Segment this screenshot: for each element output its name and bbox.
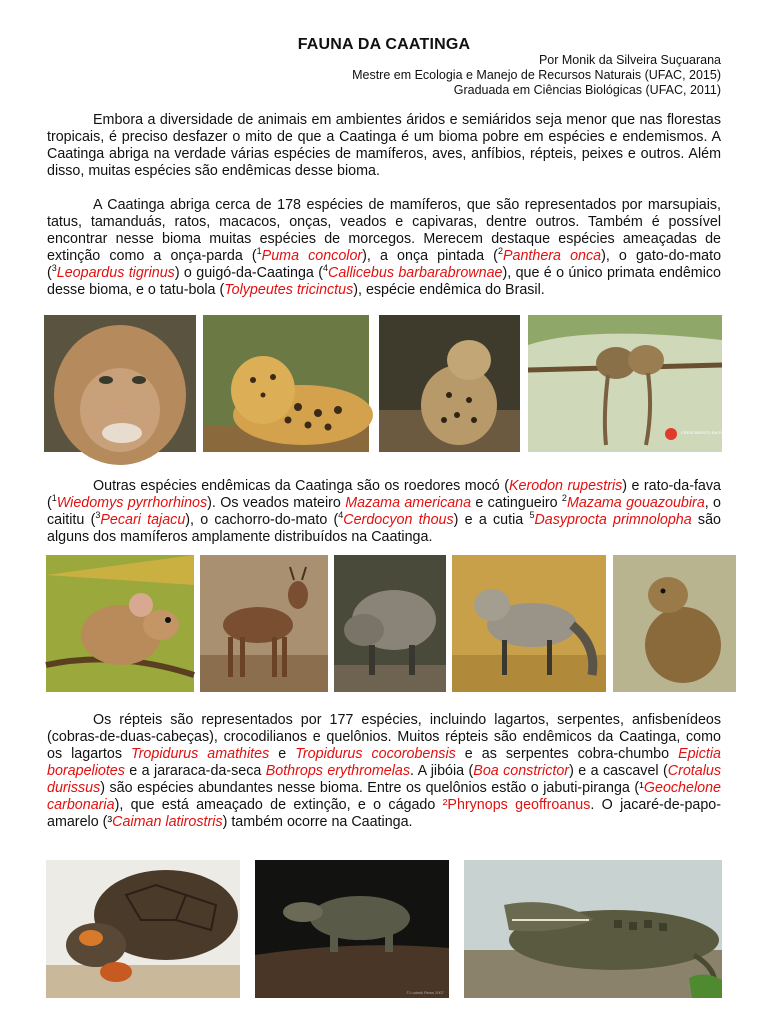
species-dasyprocta: Dasyprocta primnolopha [534, 512, 692, 528]
photo-tortoise [46, 860, 240, 998]
photo-titi-monkey [528, 315, 731, 452]
photo-crab-eating-fox [452, 555, 606, 692]
author-block [352, 53, 721, 98]
photo-credit: © Ludwik Reiss 2007 [406, 990, 444, 995]
species-kerodon: Kerodon rupestris [508, 478, 623, 494]
species-crotalus: Crotalus durissus [47, 763, 722, 796]
species-bothrops: Bothrops erythromelas [265, 763, 410, 779]
species-tropidurus-cocorobensis: Tropidurus cocorobensis [295, 746, 456, 762]
photo-rat [46, 555, 194, 692]
species-wiedomys: Wiedomys pyrrhorhinos [56, 495, 208, 511]
species-callicebus: Callicebus barbarabrownae [328, 265, 503, 281]
species-phrynops: ²Phrynops geoffroanus [442, 797, 591, 813]
photo-puma [44, 315, 196, 452]
species-tolypeutes: Tolypeutes tricinctus [224, 282, 354, 298]
species-mazama-americana: Mazama americana [345, 495, 472, 511]
photo-agouti [613, 555, 736, 692]
photo-peccary [334, 555, 446, 692]
species-caiman: Caiman latirostris [112, 814, 223, 830]
document-title: FAUNA DA CAATINGA [297, 36, 471, 53]
paragraph-intro: Embora a diversidade de animais em ambientes áridos e semiáridos seja menor que nas florestas tropicais, é preciso desfazer o mito de que a Caatinga é um bioma pobre em espécies e endemismos. A Caatinga abriga na verdade várias espécies de mamíferos, aves, anfíbios, répteis, peixes e outros. Além disso, muitas espécies são endêmicas desse bioma. [47, 112, 721, 179]
photo-watermark-badge: CRESCIMENTO EM FOCO [681, 430, 731, 435]
photo-side-necked-turtle [255, 860, 449, 998]
photo-ocelot [379, 315, 520, 452]
species-geochelone: Geochelone carbonaria [47, 780, 721, 813]
species-tropidurus-amathites: Tropidurus amathites [130, 746, 270, 762]
species-pecari: Pecari tajacu [100, 512, 186, 528]
photo-caiman [464, 860, 722, 998]
species-boa: Boa constrictor [473, 763, 570, 779]
species-epictia: Epictia borapeliotes [47, 746, 721, 779]
species-mazama-gouazoubira: Mazama gouazoubira [566, 495, 705, 511]
photo-jaguar [203, 315, 369, 452]
species-cerdocyon: Cerdocyon thous [343, 512, 454, 528]
author-degree-graduate: Graduada em Ciências Biológicas (UFAC, 2011) [453, 83, 721, 97]
paragraph-endemic-mammals: Outras espécies endêmicas da Caatinga são os roedores mocó (Kerodon rupestris) e rato-da-fava ($^1$Wiedomys pyrrhorhinos). Os veados mateiro Mazama americana e catingueiro $^2$Mazama gouazoubira, o caititu ($^3$Pecari tajacu), o cachorro-do-mato ($^4$Cerdocyon thous) e a cutia $^5$Dasyprocta primnolopha são alguns dos mamíferos amplamente distribuídos na Caatinga. [47, 478, 721, 545]
paragraph-reptiles: Os répteis são representados por 177 espécies, incluindo lagartos, serpentes, anfisbenídeos (cobras-de-duas-cabeças), crocodilianos e quelônios. Muitos répteis são endêmicos da Caatinga, como os lagartos Tropidurus amathites e Tropidurus cocorobensis e as serpentes cobra-chumbo Epictia borapeliotes e a jararaca-da-seca Bothrops erythromelas. A jibóia (Boa constrictor) e a cascavel (Crotalus durissus) são espécies abundantes nesse bioma. Entre os quelônios estão o jabuti-piranga (¹Geochelone carbonaria), que está ameaçado de extinção, e o cágado ²Phrynops geoffroanus. O jacaré-de-papo-amarelo (³Caiman latirostris) também ocorre na Caatinga. [47, 712, 722, 830]
species-leopardus-tigrinus: Leopardus tigrinus [56, 265, 175, 281]
paragraph-mammals: A Caatinga abriga cerca de 178 espécies de mamíferos, que são representados por marsupiais, tatus, tamanduás, ratos, macacos, onças, veados e capivaras, dentre outros. Também é possível encontrar nesse bioma muitas espécies de morcegos. Merecem destaque espécies ameaçadas de extinção como a onça-parda ($^1$Puma concolor), a onça pintada ($^2$Panthera onca), o gato-do-mato ($^3$Leopardus tigrinus) o guigó-da-Caatinga ($^4$Callicebus barbarabrownae), que é o único primata endêmico desse bioma, e o tatu-bola (Tolypeutes tricinctus), espécie endêmica do Brasil. [47, 197, 722, 298]
author-degree-master: Mestre em Ecologia e Manejo de Recursos Naturais (UFAC, 2015) [352, 68, 721, 82]
photo-deer [200, 555, 328, 692]
species-puma-concolor: Puma concolor [261, 248, 363, 264]
species-panthera-onca: Panthera onca [502, 248, 602, 264]
author-name: Por Monik da Silveira Suçuarana [538, 53, 721, 67]
